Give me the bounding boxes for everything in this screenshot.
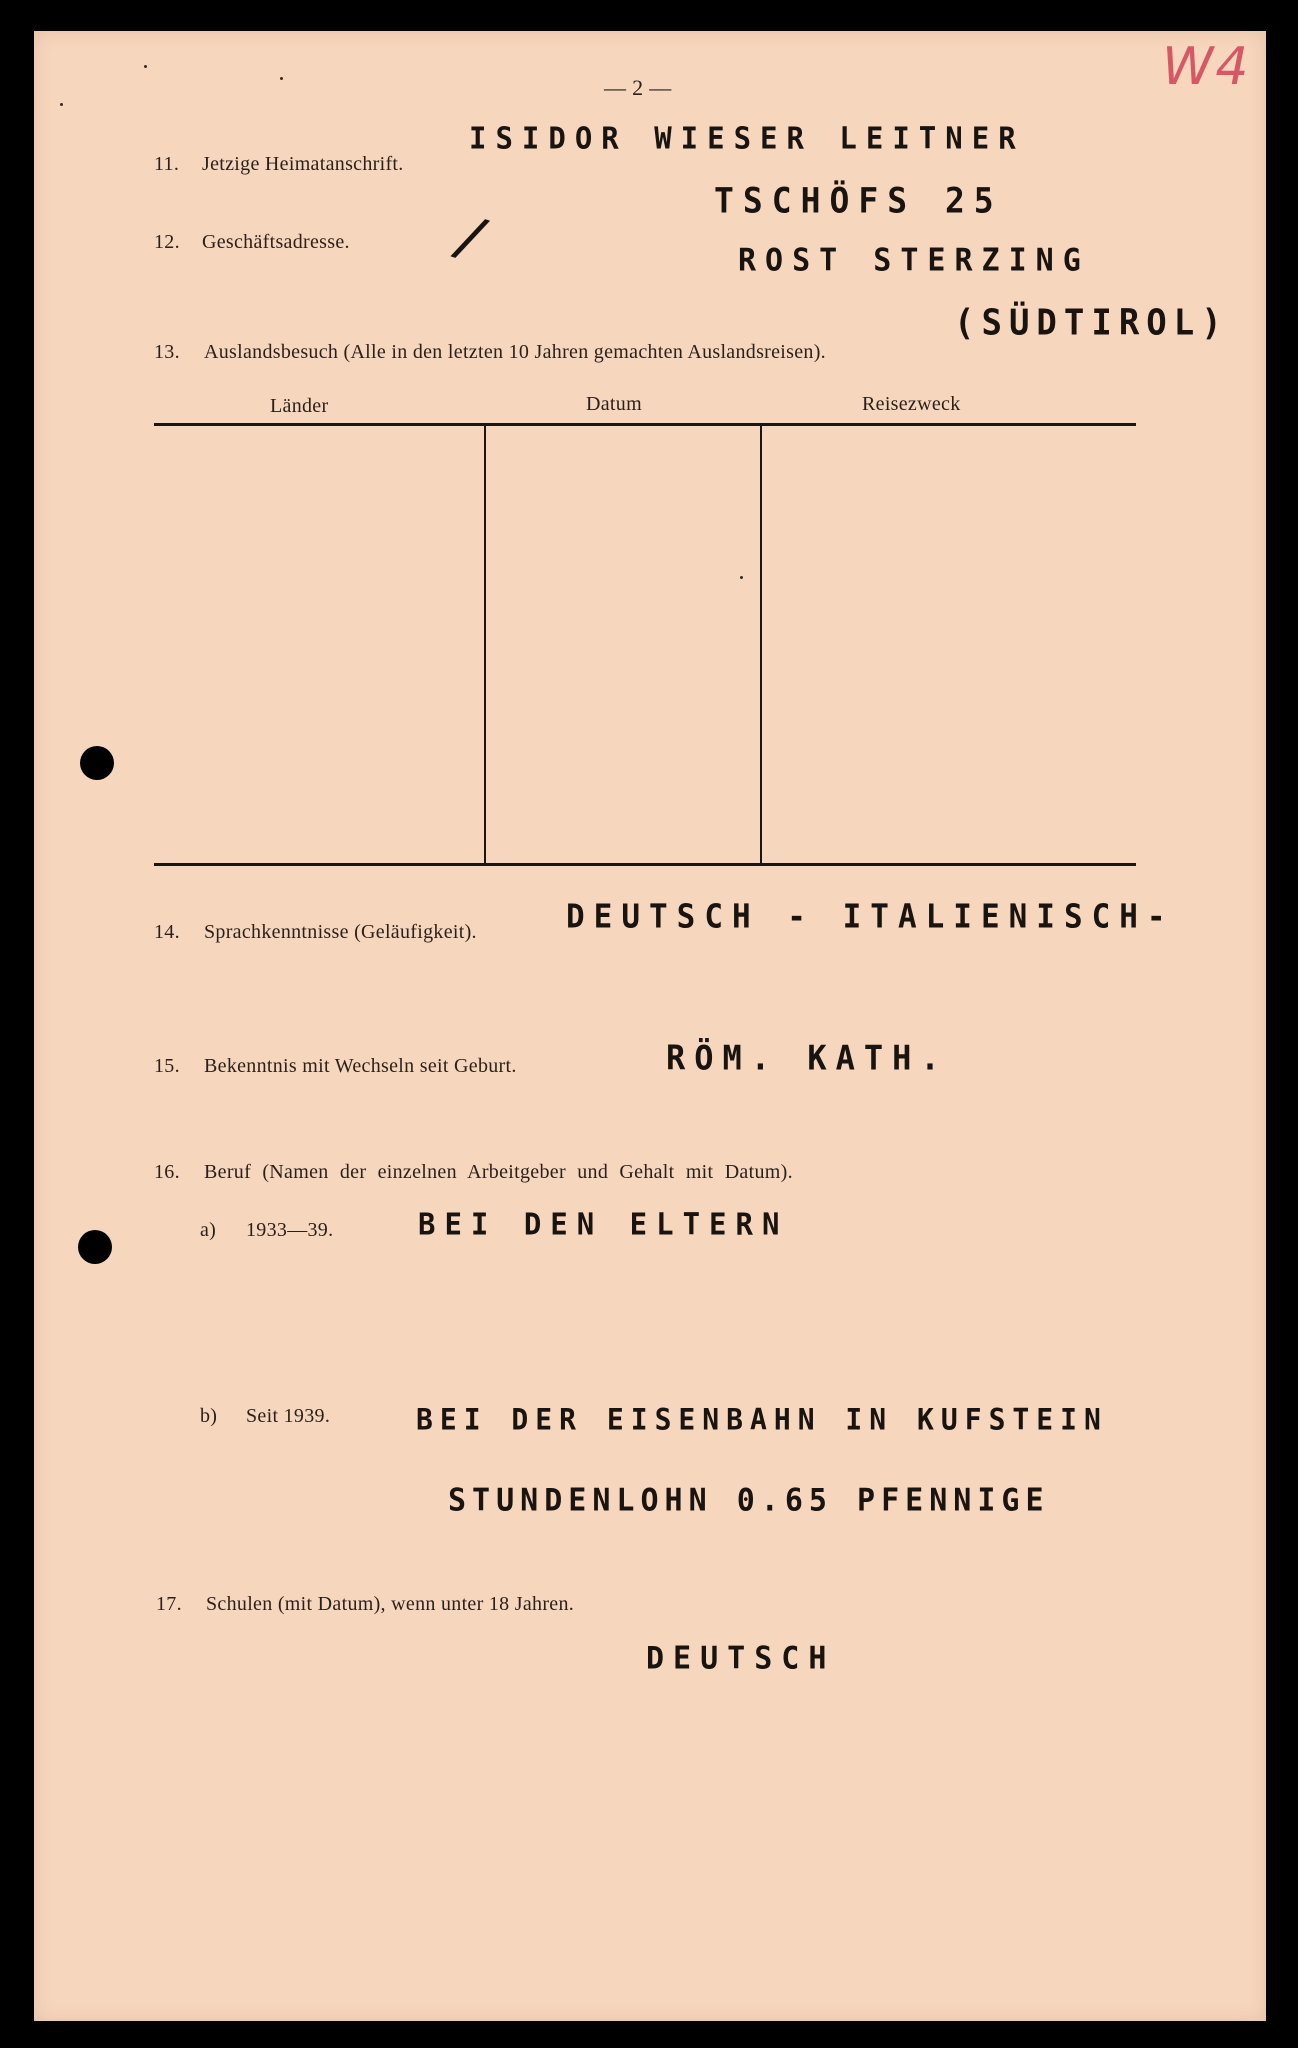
field-16b-period: Seit 1939. (246, 1405, 331, 1427)
punch-hole-upper (80, 746, 114, 780)
field-13-number: 13. (154, 341, 180, 363)
table-top-rule (154, 423, 1136, 426)
field-16b-answer-line2: STUNDENLOHN 0.65 PFENNIGE (448, 1482, 1050, 1519)
table-header-laender: Länder (270, 395, 329, 417)
field-14-label: Sprachkenntnisse (Geläufigkeit). (204, 921, 477, 943)
field-16a-answer: BEI DEN ELTERN (418, 1206, 789, 1242)
field-16-label: Beruf (Namen der einzelnen Arbeitgeber und Gehalt mit Datum). (204, 1161, 793, 1183)
page-number: — 2 — (604, 75, 672, 100)
field-16a-period: 1933—39. (246, 1219, 334, 1241)
field-16b-answer-line1: BEI DER EISENBAHN IN KUFSTEIN (416, 1402, 1108, 1437)
paper-speck (280, 77, 283, 80)
field-12-number: 12. (154, 231, 180, 253)
field-16a-marker: a) (200, 1219, 217, 1241)
field-17-number: 17. (156, 1593, 182, 1615)
table-column-divider-1 (484, 426, 486, 864)
field-16-number: 16. (154, 1161, 180, 1183)
paper-speck (60, 103, 63, 106)
field-15-answer: RÖM. KATH. (666, 1038, 949, 1078)
field-11-number: 11. (154, 153, 180, 175)
field-11-label: Jetzige Heimatanschrift. (202, 153, 404, 175)
table-bottom-rule (154, 863, 1136, 866)
field-16b-marker: b) (200, 1405, 218, 1427)
field-12-label: Geschäftsadresse. (202, 231, 350, 253)
field-17-label: Schulen (mit Datum), wenn unter 18 Jahren. (206, 1593, 575, 1615)
table-header-reisezweck: Reisezweck (862, 393, 961, 415)
field-11-answer-line1: ISIDOR WIESER LEITNER (469, 120, 1025, 156)
field-12-dash-mark: / (445, 201, 506, 278)
field-15-label: Bekenntnis mit Wechseln seit Geburt. (204, 1055, 517, 1077)
punch-hole-lower (78, 1230, 112, 1264)
corner-archive-mark: W4 (1162, 37, 1251, 97)
field-17-answer: DEUTSCH (646, 1640, 836, 1677)
field-12-answer: ROST STERZING (738, 242, 1090, 279)
field-13-label: Auslandsbesuch (Alle in den letzten 10 Jahren gemachten Auslandsreisen). (204, 341, 826, 363)
paper-speck (740, 576, 743, 579)
table-header-datum: Datum (586, 393, 642, 415)
paper-speck (144, 65, 147, 68)
field-15-number: 15. (154, 1055, 180, 1077)
field-14-answer: DEUTSCH - ITALIENISCH- (566, 898, 1175, 936)
field-11-answer-line2: TSCHÖFS 25 (714, 180, 1003, 221)
field-13-note: (SÜDTIROL) (954, 302, 1229, 344)
document-page (34, 31, 1266, 2021)
table-column-divider-2 (760, 426, 762, 864)
field-14-number: 14. (154, 921, 180, 943)
